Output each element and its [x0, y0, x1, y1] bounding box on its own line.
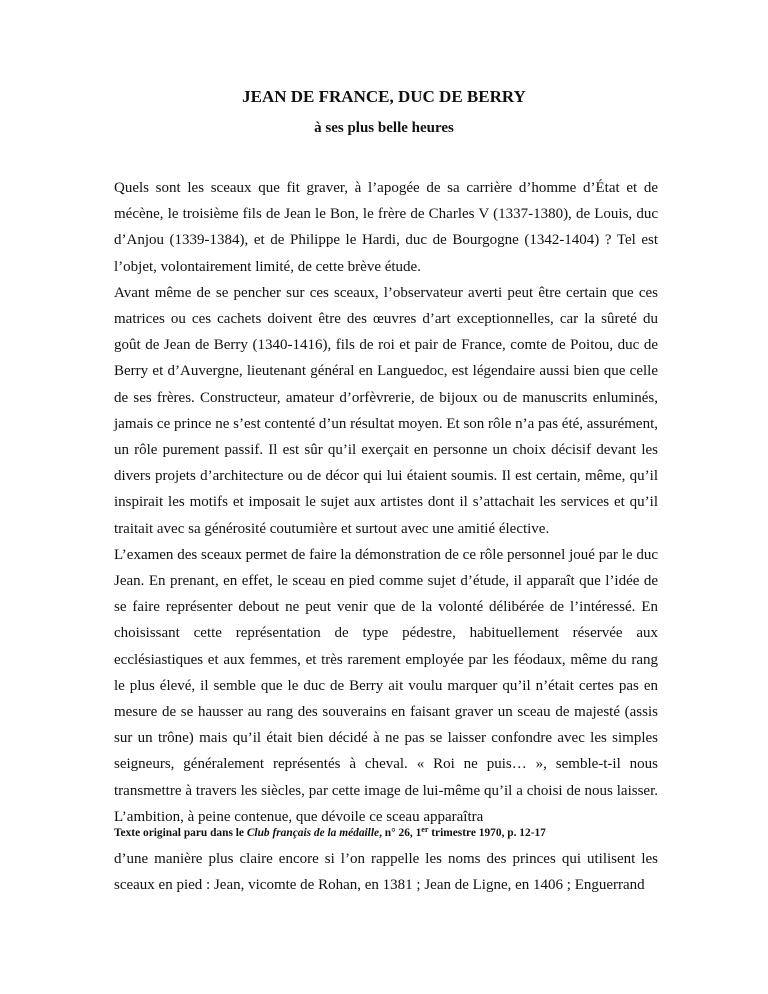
- footnote-superscript: er: [421, 825, 429, 834]
- paragraph-2: Avant même de se pencher sur ces sceaux, l’observateur averti peut être certain que ces matrices ou ces cachets doivent être des œuvres d’art exceptionnelles, car la sûreté du goût de Jean de Berry (1340-1416), fils de roi et pair de France, comte de Poitou, duc de Berry et d’Auvergne, lieutenant général en Languedoc, est légendaire aussi bien que celle de ses frères. Constructeur, amateur d’orfèvrerie, de bijoux ou de manuscrits enluminés, jamais ce prince ne s’est contenté d’un résultat moyen. Et son rôle n’a pas été, assurément, un rôle purement passif. Il est sûr qu’il exerçait en personne un choix décisif devant les divers projets d’architecture ou de décor qui lui étaient soumis. Il est certain, même, qu’il inspirait les motifs et imposait le sujet aux artistes dont il s’attachait les services et qu’il traitait avec sa générosité coutumière et surtout avec une amitié élective.: [114, 284, 658, 537]
- footnote-prefix: Texte original paru dans le: [114, 827, 247, 839]
- source-footnote: [114, 825, 674, 841]
- footnote-rest: trimestre 1970, p. 12-17: [428, 827, 546, 839]
- paragraph-1: Quels sont les sceaux que fit graver, à l’apogée de sa carrière d’homme d’État et de mécène, le troisième fils de Jean le Bon, le frère de Charles V (1337-1380), de Louis, duc d’Anjou (1339-1384), et de Philippe le Hardi, duc de Bourgogne (1342-1404) ? Tel est l’objet, volontairement limité, de cette brève étude.: [114, 180, 658, 275]
- paragraph-3: L’examen des sceaux permet de faire la démonstration de ce rôle personnel joué par le duc Jean. En prenant, en effet, le sceau en pied comme sujet d’étude, il apparaît que l’idée de se faire représenter debout ne peut venir que de la volonté délibérée de l’intéressé. En choisissant cette représentation de type pédestre, habituellement réservée aux ecclésiastiques et aux femmes, et très rarement employée par les féodaux, même du rang le plus élevé, il semble que le duc de Berry ait voulu marquer qu’il n’était certes pas en mesure de se hausser au rang des souverains en faisant graver un sceau de majesté (assis sur un trône) mais qu’il était bien décidé à ne pas se laisser confondre avec les simples seigneurs, généralement représentés à cheval. « Roi ne puis… », semble-t-il nous transmettre à travers les siècles, par cette image de lui-même qu’il a choisi de nous laisser. L’ambition, à peine contenue, que dévoile ce sceau apparaîtra: [114, 546, 658, 825]
- footnote-journal: Club français de la médaille: [246, 827, 380, 839]
- document-subtitle: à ses plus belle heures: [314, 120, 454, 136]
- document-body: [114, 175, 658, 830]
- document-title: JEAN DE FRANCE, DUC DE BERRY: [242, 87, 526, 106]
- continuation-text: d’une manière plus claire encore si l’on rappelle les noms des princes qui utilisent les sceaux en pied : Jean, vicomte de Rohan, en 1381 ; Jean de Ligne, en 1406 ; Enguerrand: [114, 851, 658, 894]
- footnote-issue: , n° 26, 1: [379, 827, 422, 839]
